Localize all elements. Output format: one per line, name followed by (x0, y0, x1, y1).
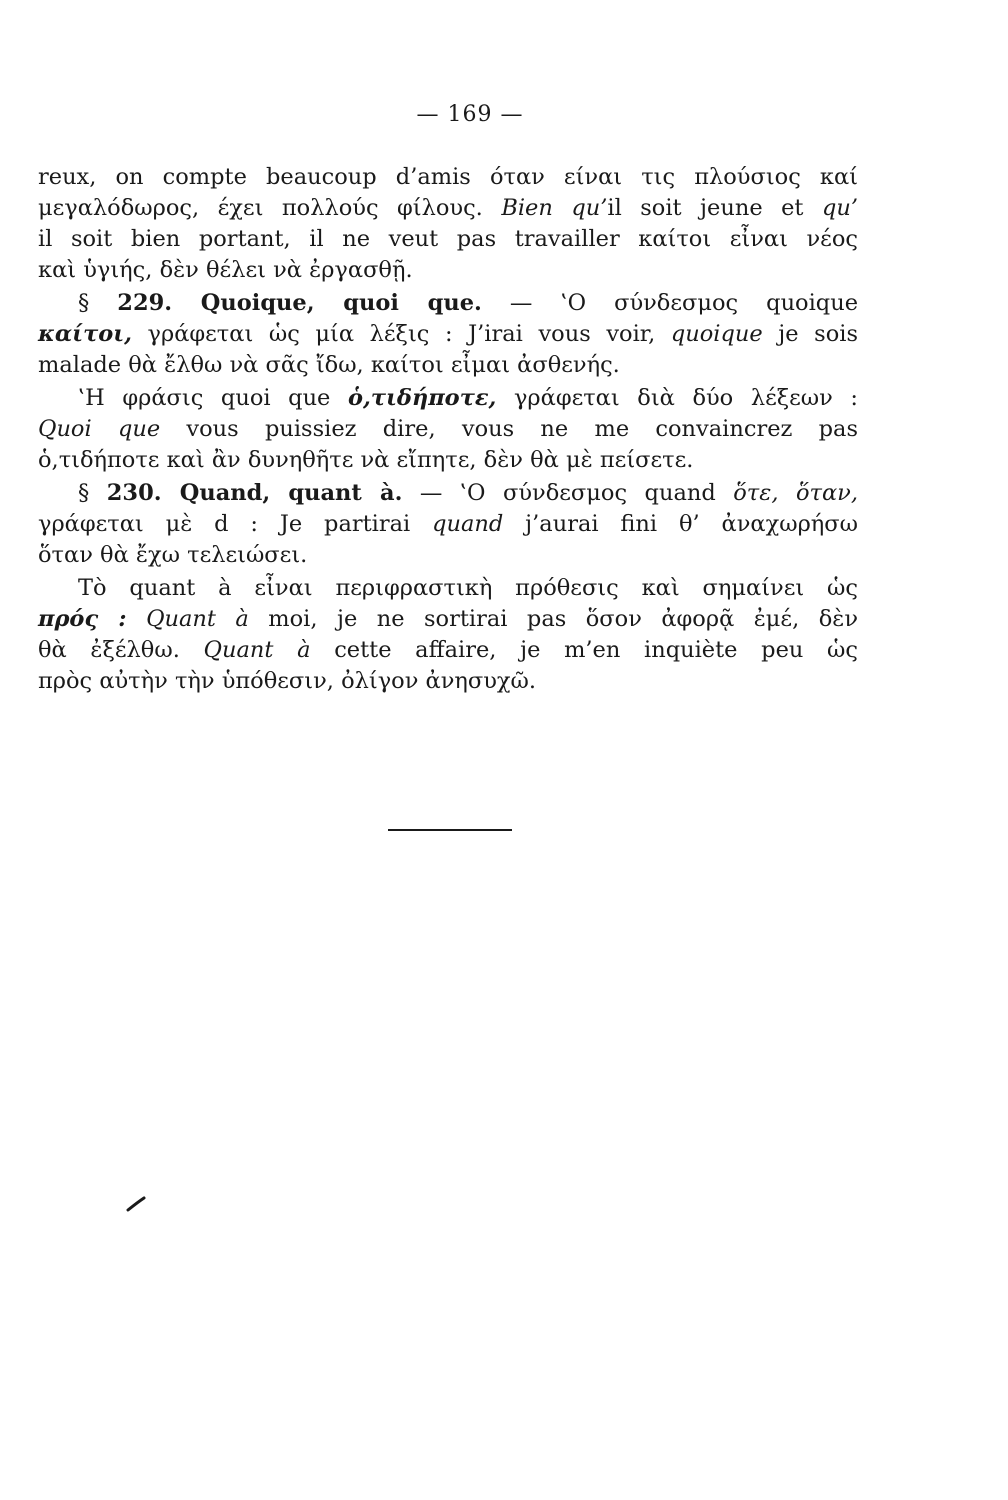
text-segment: ὁ,τιδήποτε, (347, 385, 497, 411)
text-line (38, 224, 858, 255)
text-segment: reux, on compte beaucoup d’amis όταν είναι τις πλούσιος καί (38, 164, 858, 190)
text-line (38, 509, 858, 540)
text-segment: ὅταν θὰ ἔχω τελειώσει. (38, 542, 308, 568)
text-segment: je sois (762, 321, 858, 347)
text-segment: ὁ,τιδήποτε καὶ ἂν δυνηθῆτε νὰ εἴπητε, δὲν θὰ μὲ πείσετε. (38, 447, 694, 473)
text-segment: πρός : (38, 606, 127, 632)
text-line (38, 414, 858, 445)
text-line (38, 573, 858, 604)
text-segment: γράφεται διὰ δύο λέξεων : (496, 385, 858, 411)
text-segment: Quant à (203, 637, 311, 663)
text-line (38, 478, 858, 509)
text-segment: καὶ ὑγιής, δὲν θέλει νὰ ἐργασθῇ. (38, 257, 413, 283)
text-segment: μεγαλόδωρος, έχει πολλούς φίλους. (38, 195, 502, 221)
text-line (38, 383, 858, 414)
text-line (38, 162, 858, 193)
text-segment: il soit jeune et (607, 195, 822, 221)
text-segment: γράφεται μὲ d : Je partirai (38, 511, 433, 537)
text-segment: vous puissiez dire, vous ne me convaincrez pas (160, 416, 858, 442)
text-segment: quand (432, 511, 504, 537)
text-segment: § (78, 480, 107, 506)
text-segment: 230. Quand, quant à. (106, 480, 403, 506)
text-line (38, 255, 858, 286)
text-segment: qu’ (821, 195, 858, 221)
text-line (38, 288, 858, 319)
text-segment: cette affaire, je m’en inquiète peu ὡς (310, 637, 858, 663)
text-line (38, 604, 858, 635)
page-number: — 169 — (416, 102, 524, 127)
text-segment: Τὸ quant à εἶναι περιφραστικὴ πρόθεσις καὶ σημαίνει ὡς (78, 575, 858, 601)
text-line (38, 666, 858, 697)
text-line (38, 193, 858, 224)
text-segment: πρὸς αὐτὴν τὴν ὑπόθεσιν, ὀλίγον ἀνησυχῶ. (38, 668, 537, 694)
text-segment: Quant à (146, 606, 249, 632)
text-segment: καίτοι, (38, 321, 132, 347)
text-segment: quoique (670, 321, 763, 347)
text-segment: θὰ ἐξέλθω. (38, 637, 204, 663)
text-segment: il soit bien portant, il ne veut pas travailler καίτοι εἶναι νέος (38, 226, 858, 252)
text-segment: ‛Η φράσις quoi que (78, 385, 348, 411)
text-line (38, 350, 858, 381)
text-segment: Quoi que (38, 416, 161, 442)
text-line (38, 635, 858, 666)
text-segment: Bien qu’ (501, 195, 608, 221)
text-segment: j’aurai fini θ’ ἀναχωρήσω (503, 511, 858, 537)
text-segment (127, 606, 146, 632)
section-divider (388, 829, 512, 831)
text-segment: γράφεται ὡς μία λέξις : J’irai vous voir, (131, 321, 671, 347)
text-segment: 229. Quoique, quoi que. (117, 290, 482, 316)
text-line (38, 319, 858, 350)
text-line (38, 445, 858, 476)
text-segment: moi, je ne sortirai pas ὅσον ἀφορᾷ ἐμέ, δὲν (248, 606, 858, 632)
text-segment: malade θὰ ἔλθω νὰ σᾶς ἴδω, καίτοι εἶμαι ἀσθενής. (38, 352, 620, 378)
text-segment: — ‛Ο σύνδεσμος quoique (481, 290, 859, 316)
stray-ink-mark (126, 1196, 146, 1212)
text-line (38, 540, 858, 571)
text-segment: § (78, 290, 118, 316)
text-segment: — ‛Ο σύνδεσμος quand (402, 480, 734, 506)
text-segment: ὅτε, ὅταν, (733, 480, 859, 506)
body-text (38, 162, 858, 697)
